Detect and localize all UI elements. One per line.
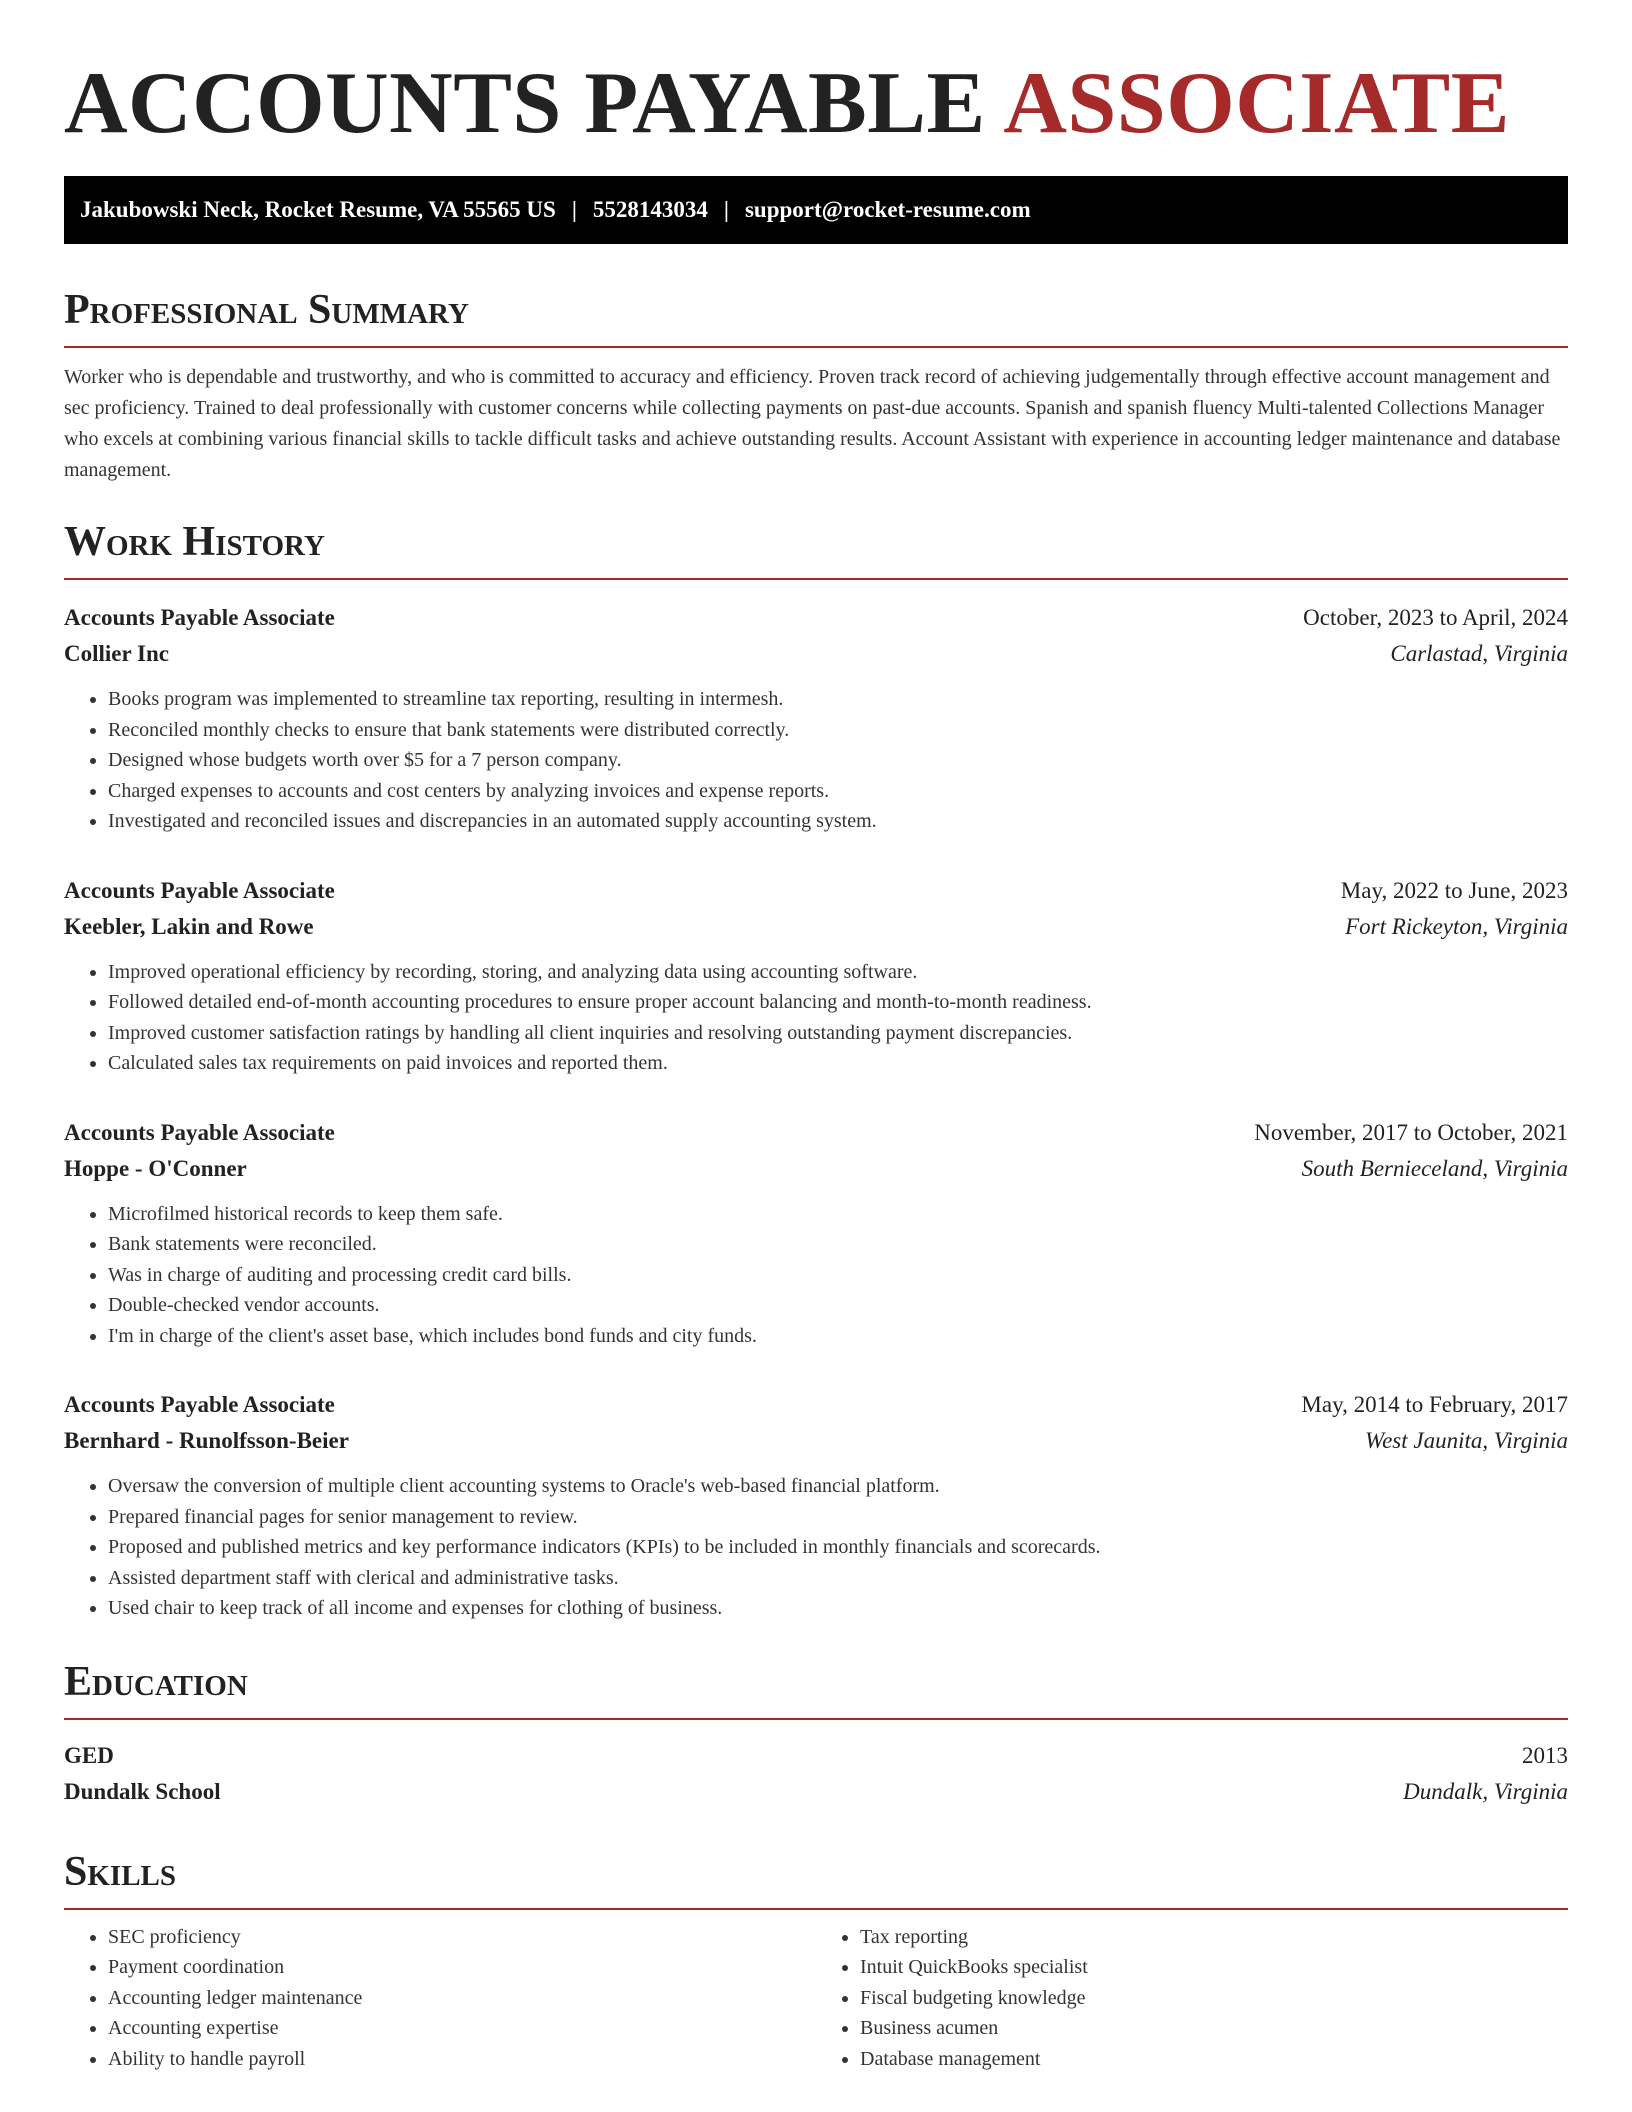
job-entry [64,1387,1568,1624]
job-bullet: • Microfilmed historical records to keep them safe. [108,1199,1568,1230]
job-location: Fort Rickeyton, Virginia [1345,913,1568,939]
section-heading-skills: Skills [64,1844,1568,1910]
job-header-row [64,1387,1568,1423]
job-bullet: • Bank statements were reconciled. [108,1229,1568,1260]
job-bullet: • Was in charge of auditing and processing credit card bills. [108,1260,1568,1291]
contact-phone[interactable]: 5528143034 [592,197,708,222]
skill-item: • Database management [860,2044,1568,2075]
job-title: Accounts Payable Associate [64,1392,335,1417]
skill-item: • SEC proficiency [108,1922,816,1953]
job-bullet: • Prepared financial pages for senior management to review. [108,1502,1568,1533]
skill-item: • Tax reporting [860,1922,1568,1953]
job-company: Keebler, Lakin and Rowe [64,913,314,939]
job-bullet: • Reconciled monthly checks to ensure that bank statements were distributed correctly. [108,715,1568,746]
section-heading-work: Work History [64,514,1568,580]
job-dates: October, 2023 to April, 2024 [1303,605,1568,630]
job-bullet: • Double-checked vendor accounts. [108,1290,1568,1321]
education-degree-row [64,1738,1568,1774]
skills-section [64,1844,1568,2075]
skill-item: • Intuit QuickBooks specialist [860,1952,1568,1983]
job-dates: November, 2017 to October, 2021 [1254,1119,1568,1145]
job-dates: May, 2022 to June, 2023 [1340,877,1568,903]
job-location: Carlastad, Virginia [1390,641,1568,666]
job-company-row [64,1151,1568,1187]
job-bullet: • Improved operational efficiency by recording, storing, and analyzing data using accounting software. [108,957,1568,988]
job-title: Accounts Payable Associate [64,877,335,903]
education-location: Dundalk, Virginia [1403,1778,1568,1804]
section-heading-education: Education [64,1654,1568,1720]
contact-separator: | [571,197,577,222]
job-bullet: • I'm in charge of the client's asset base, which includes bond funds and city funds. [108,1321,1568,1352]
skills-columns [64,1922,1568,2075]
job-company-row [64,636,1568,672]
job-header-row [64,1115,1568,1151]
education-year: 2013 [1522,1742,1568,1768]
skills-list-right [816,1922,1568,2075]
job-bullet: • Investigated and reconciled issues and discrepancies in an automated supply accounting system. [108,806,1568,837]
job-company-row [64,909,1568,945]
education-entry [64,1738,1568,1810]
contact-address: Jakubowski Neck, Rocket Resume, VA 55565 US [80,197,556,222]
job-bullet: • Followed detailed end-of-month accounting procedures to ensure proper account balancing and month-to-month readiness. [108,987,1568,1018]
job-bullet: • Charged expenses to accounts and cost centers by analyzing invoices and expense reports. [108,776,1568,807]
skill-item: • Accounting expertise [108,2013,816,2044]
job-bullets [64,684,1568,837]
job-header-row [64,600,1568,636]
job-title: Accounts Payable Associate [64,605,335,630]
resume-title [64,56,1568,152]
job-header-row [64,873,1568,909]
job-company: Collier Inc [64,641,169,666]
job-entry [64,600,1568,837]
job-location: South Bernieceland, Virginia [1301,1155,1568,1181]
skills-list-left [64,1922,816,2075]
job-company-row [64,1423,1568,1459]
work-history-section [64,514,1568,1624]
job-bullet: • Used chair to keep track of all income and expenses for clothing of business. [108,1593,1568,1624]
job-company: Hoppe - O'Conner [64,1155,247,1181]
job-bullet: • Designed whose budgets worth over $5 for a 7 person company. [108,745,1568,776]
job-entry [64,1115,1568,1352]
title-accent: ASSOCIATE [1003,55,1510,152]
skill-item: • Payment coordination [108,1952,816,1983]
job-bullet: • Assisted department staff with clerical and administrative tasks. [108,1563,1568,1594]
job-bullet: • Improved customer satisfaction ratings by handling all client inquiries and resolving outstanding payment discrepancies. [108,1018,1568,1049]
education-school-row [64,1774,1568,1810]
skill-item: • Ability to handle payroll [108,2044,816,2075]
job-title: Accounts Payable Associate [64,1119,335,1145]
summary-text: Worker who is dependable and trustworthy, and who is committed to accuracy and efficiency. Proven track record of achieving judgementally through effective account management and sec proficiency. Trained to deal professionally with customer concerns while collecting payments on past-due accounts. Spanish and spanish fluency Multi-talented Collections Manager who excels at combining various financial skills to tackle difficult tasks and achieve outstanding results. Account Assistant with experience in accounting ledger maintenance and database management. [64,366,1561,481]
contact-separator: | [723,197,729,222]
job-bullet: • Books program was implemented to streamline tax reporting, resulting in intermesh. [108,684,1568,715]
job-entry [64,873,1568,1079]
contact-bar [64,176,1568,244]
job-bullet: • Oversaw the conversion of multiple client accounting systems to Oracle's web-based financial platform. [108,1471,1568,1502]
section-heading-summary: Professional Summary [64,282,1568,348]
skill-item: • Fiscal budgeting knowledge [860,1983,1568,2014]
resume-page [64,0,1568,2074]
job-dates: May, 2014 to February, 2017 [1301,1392,1568,1417]
education-school: Dundalk School [64,1778,221,1804]
contact-email[interactable]: support@rocket-resume.com [744,197,1031,222]
job-bullets [64,1199,1568,1352]
education-section [64,1654,1568,1810]
title-main: ACCOUNTS PAYABLE [64,55,986,152]
skill-item: • Business acumen [860,2013,1568,2044]
skill-item: • Accounting ledger maintenance [108,1983,816,2014]
summary-section [64,282,1568,486]
job-bullets [64,1471,1568,1624]
job-bullet: • Calculated sales tax requirements on paid invoices and reported them. [108,1048,1568,1079]
job-location: West Jaunita, Virginia [1365,1428,1568,1453]
job-bullet: • Proposed and published metrics and key performance indicators (KPIs) to be included in monthly financials and scorecards. [108,1532,1568,1563]
job-bullets [64,957,1568,1079]
job-company: Bernhard - Runolfsson-Beier [64,1428,349,1453]
education-degree: GED [64,1742,114,1768]
